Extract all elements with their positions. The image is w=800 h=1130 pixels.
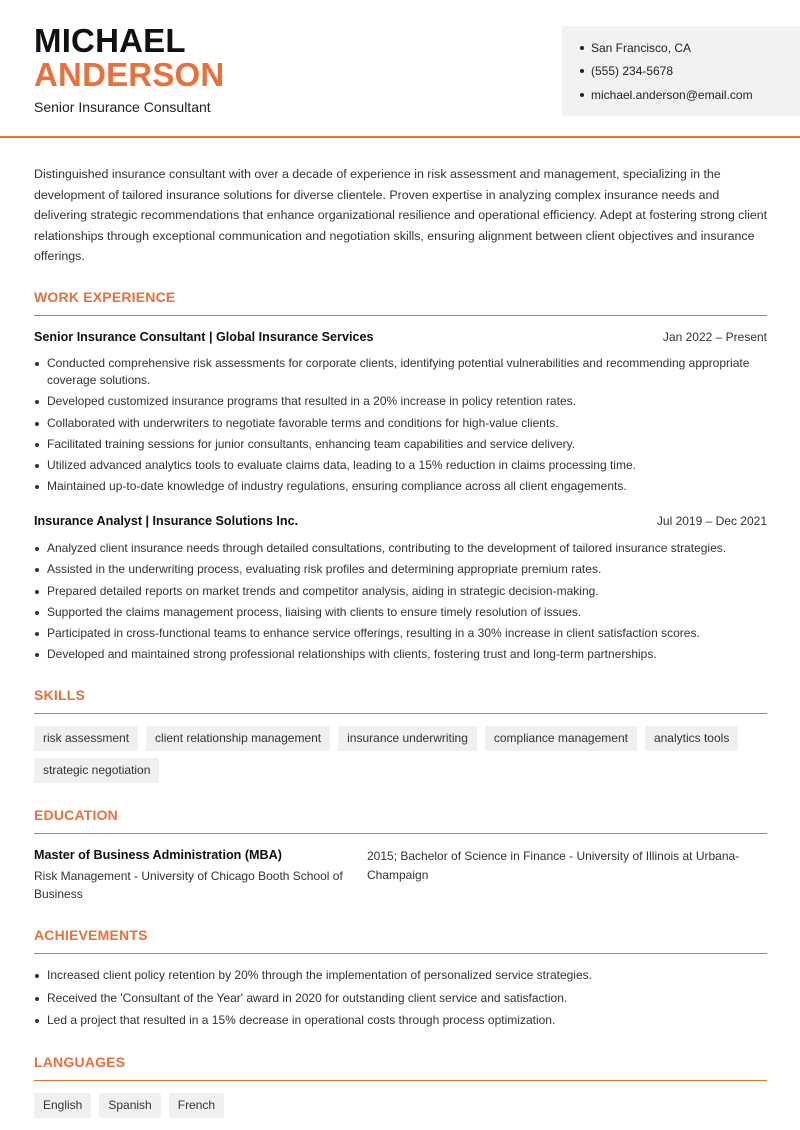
skill-tag: risk assessment	[34, 726, 138, 751]
skill-tag: compliance management	[485, 726, 637, 751]
skills-heading: SKILLS	[34, 687, 85, 703]
list-item: Maintained up-to-date knowledge of industry regulations, ensuring compliance across all client engagements.	[34, 478, 767, 495]
job-bullets	[34, 355, 767, 500]
job-title: Senior Insurance Consultant | Global Insurance Services	[34, 330, 374, 344]
work-experience-heading: WORK EXPERIENCE	[34, 289, 176, 305]
language-tags	[34, 1093, 774, 1118]
section-divider	[34, 713, 767, 714]
contact-box	[562, 26, 800, 116]
skill-tag: insurance underwriting	[338, 726, 477, 751]
location-text: San Francisco, CA	[591, 40, 692, 55]
list-item: Conducted comprehensive risk assessments for corporate clients, identifying potential vulnerabilities and recommending appropriate coverage solutions.	[34, 355, 767, 389]
list-item: Collaborated with underwriters to negotiate favorable terms and conditions for high-value clients.	[34, 415, 767, 432]
section-divider	[34, 953, 767, 954]
job-role: Senior Insurance Consultant	[34, 99, 211, 115]
first-name: MICHAEL	[34, 22, 186, 59]
section-divider	[34, 315, 767, 316]
list-item: Participated in cross-functional teams to enhance service offerings, resulting in a 30% increase in client satisfaction scores.	[34, 625, 767, 642]
phone-text: (555) 234-5678	[591, 64, 674, 79]
professional-summary: Distinguished insurance consultant with over a decade of experience in risk assessment and management, specializing in the development of tailored insurance solutions for diverse clientele. Proven expertise in analyzing complex insurance needs and delivering strategic recommendations that enhance organizational resilience and operational efficiency. Adept at fostering strong client relationships through exceptional communication and negotiation skills, ensuring alignment between client objectives and insurance offerings.	[34, 167, 768, 264]
email-text: michael.anderson@email.com	[591, 87, 753, 102]
section-divider	[34, 833, 767, 834]
list-item: Supported the claims management process, liaising with clients to ensure timely resolution of issues.	[34, 604, 767, 621]
contact-email	[580, 83, 800, 107]
list-item: Assisted in the underwriting process, evaluating risk profiles and determining appropriate premium rates.	[34, 561, 767, 578]
contact-phone	[580, 60, 800, 84]
achievements-list	[34, 967, 767, 1035]
bullet-icon	[580, 69, 584, 73]
list-item: Led a project that resulted in a 15% decrease in operational costs through process optimization.	[34, 1012, 767, 1029]
skill-tag: analytics tools	[645, 726, 738, 751]
bullet-icon	[580, 46, 584, 50]
language-tag: English	[34, 1093, 91, 1118]
degree-detail: Risk Management - University of Chicago Booth School of Business	[34, 869, 343, 901]
resume-header	[0, 0, 800, 138]
job-dates: Jul 2019 – Dec 2021	[656, 514, 767, 528]
job-title: Insurance Analyst | Insurance Solutions Inc.	[34, 514, 299, 528]
skill-tag: strategic negotiation	[34, 758, 159, 783]
list-item: Prepared detailed reports on market trends and competitor analysis, aiding in strategic decision-making.	[34, 583, 767, 600]
list-item: Analyzed client insurance needs through detailed consultations, contributing to the development of tailored insurance strategies.	[34, 540, 767, 557]
list-item: Utilized advanced analytics tools to evaluate claims data, leading to a 15% reduction in claims processing time.	[34, 457, 767, 474]
job-bullets	[34, 540, 767, 668]
list-item: Developed customized insurance programs that resulted in a 20% increase in policy retention rates.	[34, 393, 767, 410]
degree-title: Master of Business Administration (MBA)	[34, 848, 282, 862]
list-item: Increased client policy retention by 20% through the implementation of personalized service strategies.	[34, 967, 767, 984]
languages-heading: LANGUAGES	[34, 1054, 126, 1070]
last-name: ANDERSON	[34, 56, 225, 93]
degree-detail-extra: 2015; Bachelor of Science in Finance - University of Illinois at Urbana-Champaign	[367, 849, 740, 882]
bullet-icon	[580, 93, 584, 97]
language-tag: French	[169, 1093, 224, 1118]
list-item: Developed and maintained strong professional relationships with clients, fostering trust and long-term partnerships.	[34, 646, 767, 663]
section-divider	[34, 1080, 767, 1081]
skill-tag: client relationship management	[146, 726, 330, 751]
skills-tags	[34, 726, 774, 783]
contact-location	[580, 36, 800, 60]
achievements-heading: ACHIEVEMENTS	[34, 927, 148, 943]
language-tag: Spanish	[99, 1093, 160, 1118]
education-heading: EDUCATION	[34, 807, 118, 823]
job-dates: Jan 2022 – Present	[662, 330, 767, 344]
list-item: Received the 'Consultant of the Year' award in 2020 for outstanding client service and satisfaction.	[34, 990, 767, 1007]
list-item: Facilitated training sessions for junior consultants, enhancing team capabilities and service delivery.	[34, 436, 767, 453]
